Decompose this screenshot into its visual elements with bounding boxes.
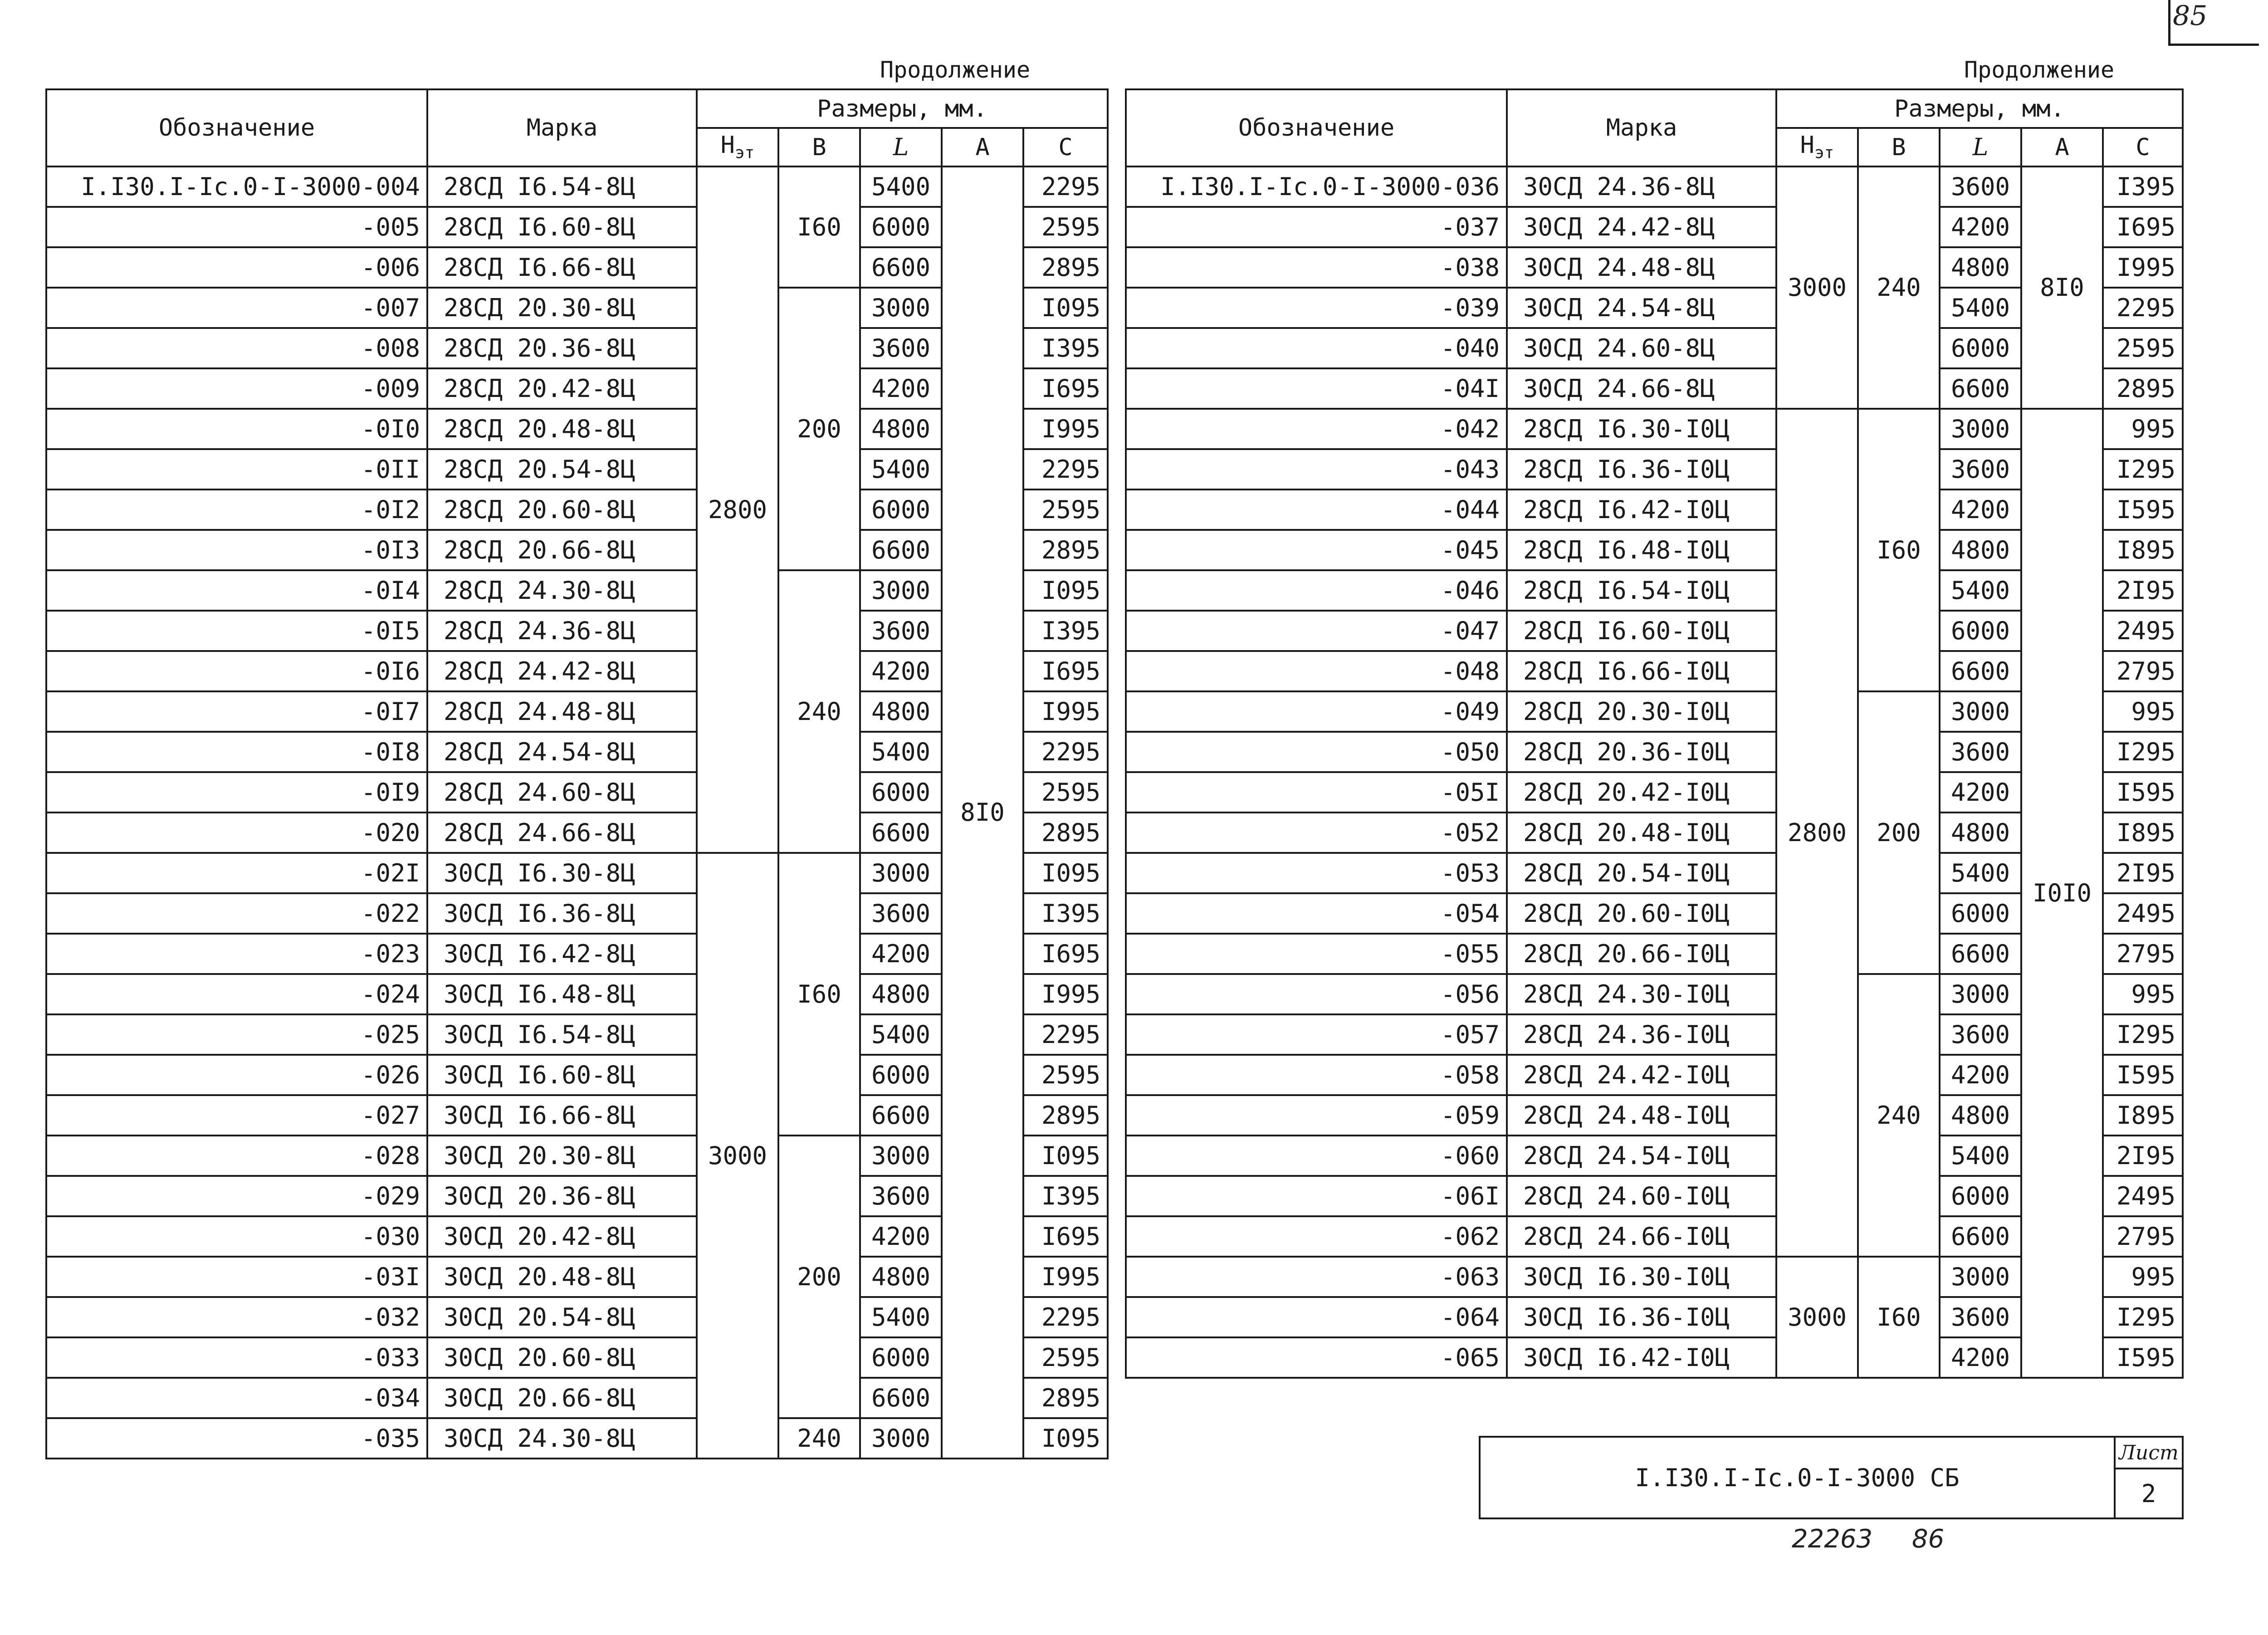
designation-cell: -038 <box>1126 247 1507 288</box>
c-value-cell: 2595 <box>1023 1055 1108 1095</box>
sheet-label: Лист <box>2115 1437 2183 1469</box>
header-sizes: Размеры, мм. <box>1776 89 2183 128</box>
l-value-cell: 6000 <box>1940 611 2021 651</box>
designation-cell: -032 <box>46 1297 427 1337</box>
l-value-cell: 4200 <box>860 651 942 691</box>
c-value-cell: 2295 <box>1023 166 1108 207</box>
l-value-cell: 3600 <box>1940 166 2021 207</box>
designation-cell: -052 <box>1126 813 1507 853</box>
l-value-cell: 3600 <box>860 611 942 651</box>
mark-cell: 28СД 20.36-I0Ц <box>1507 732 1776 772</box>
mark-cell: 28СД 24.42-I0Ц <box>1507 1055 1776 1095</box>
c-value-cell: I695 <box>1023 1216 1108 1257</box>
mark-cell: 30СД 24.60-8Ц <box>1507 328 1776 368</box>
right-continuation-label: Продолжение <box>1964 57 2115 83</box>
mark-cell: 28СД I6.60-I0Ц <box>1507 611 1776 651</box>
l-value-cell: 6600 <box>860 813 942 853</box>
l-value-cell: 6600 <box>860 1378 942 1418</box>
mark-cell: 28СД 20.48-8Ц <box>427 409 697 449</box>
l-value-cell: 6600 <box>1940 1216 2021 1257</box>
c-value-cell: I395 <box>1023 328 1108 368</box>
c-value-cell: I595 <box>2103 490 2183 530</box>
l-value-cell: 3000 <box>1940 409 2021 449</box>
mark-cell: 28СД 20.42-8Ц <box>427 368 697 409</box>
table-row <box>1126 409 2183 449</box>
c-value-cell: I695 <box>1023 368 1108 409</box>
mark-cell: 28СД 20.54-8Ц <box>427 449 697 490</box>
header-b: В <box>778 128 860 166</box>
a-value-cell: I0I0 <box>2021 409 2103 1378</box>
c-value-cell: 2295 <box>1023 449 1108 490</box>
c-value-cell: I295 <box>2103 449 2183 490</box>
mark-cell: 28СД 24.54-I0Ц <box>1507 1136 1776 1176</box>
designation-cell: -053 <box>1126 853 1507 893</box>
mark-cell: 28СД 24.36-8Ц <box>427 611 697 651</box>
c-value-cell: 2895 <box>1023 247 1108 288</box>
mark-cell: 28СД 20.66-8Ц <box>427 530 697 570</box>
designation-cell: -0I6 <box>46 651 427 691</box>
l-value-cell: 5400 <box>1940 853 2021 893</box>
b-value-cell: 240 <box>1858 974 1940 1257</box>
left-spec-table <box>45 88 1109 1459</box>
c-value-cell: 2I95 <box>2103 570 2183 611</box>
c-value-cell: 2895 <box>1023 530 1108 570</box>
designation-cell: -046 <box>1126 570 1507 611</box>
l-value-cell: 6000 <box>860 1055 942 1095</box>
header-h: $Н_{эт}$ <box>1776 128 1858 166</box>
designation-cell: -047 <box>1126 611 1507 651</box>
mark-cell: 30СД I6.66-8Ц <box>427 1095 697 1136</box>
designation-cell: -0I5 <box>46 611 427 651</box>
c-value-cell: 2795 <box>2103 1216 2183 1257</box>
right-spec-table <box>1125 88 2184 1379</box>
b-value-cell: 200 <box>778 1136 860 1418</box>
l-value-cell: 4800 <box>1940 813 2021 853</box>
l-value-cell: 3600 <box>1940 1014 2021 1055</box>
l-value-cell: 6600 <box>860 247 942 288</box>
sheet-number: 2 <box>2115 1469 2183 1518</box>
designation-cell: -027 <box>46 1095 427 1136</box>
l-value-cell: 6000 <box>860 490 942 530</box>
l-value-cell: 4200 <box>1940 207 2021 247</box>
mark-cell: 30СД 20.66-8Ц <box>427 1378 697 1418</box>
c-value-cell: 2795 <box>2103 651 2183 691</box>
title-block <box>1479 1436 2184 1519</box>
mark-cell: 28СД I6.54-I0Ц <box>1507 570 1776 611</box>
l-value-cell: 6600 <box>1940 934 2021 974</box>
mark-cell: 30СД 24.36-8Ц <box>1507 166 1776 207</box>
c-value-cell: I895 <box>2103 530 2183 570</box>
mark-cell: 30СД I6.30-I0Ц <box>1507 1257 1776 1297</box>
l-value-cell: 6600 <box>860 1095 942 1136</box>
l-value-cell: 3000 <box>1940 691 2021 732</box>
c-value-cell: 2495 <box>2103 1176 2183 1216</box>
header-sizes: Размеры, мм. <box>697 89 1108 128</box>
mark-cell: 30СД I6.30-8Ц <box>427 853 697 893</box>
mark-cell: 30СД I6.36-I0Ц <box>1507 1297 1776 1337</box>
header-mark: Марка <box>427 89 697 166</box>
designation-cell: I.I30.I-Ic.0-I-3000-004 <box>46 166 427 207</box>
c-value-cell: I695 <box>1023 651 1108 691</box>
mark-cell: 28СД 24.48-I0Ц <box>1507 1095 1776 1136</box>
designation-cell: -058 <box>1126 1055 1507 1095</box>
mark-cell: 28СД I6.36-I0Ц <box>1507 449 1776 490</box>
mark-cell: 28СД 20.30-I0Ц <box>1507 691 1776 732</box>
designation-cell: -026 <box>46 1055 427 1095</box>
l-value-cell: 6600 <box>1940 651 2021 691</box>
b-value-cell: 240 <box>1858 166 1940 409</box>
l-value-cell: 5400 <box>860 166 942 207</box>
designation-cell: -043 <box>1126 449 1507 490</box>
b-value-cell: 240 <box>778 1418 860 1459</box>
designation-cell: -0I0 <box>46 409 427 449</box>
l-value-cell: 4200 <box>1940 1055 2021 1095</box>
designation-cell: -044 <box>1126 490 1507 530</box>
designation-cell: -05I <box>1126 772 1507 813</box>
l-value-cell: 4800 <box>1940 247 2021 288</box>
designation-cell: -06I <box>1126 1176 1507 1216</box>
c-value-cell: I095 <box>1023 288 1108 328</box>
mark-cell: 30СД 24.30-8Ц <box>427 1418 697 1459</box>
h-value-cell: 3000 <box>1776 1257 1858 1378</box>
c-value-cell: I295 <box>2103 732 2183 772</box>
h-value-cell: 2800 <box>1776 409 1858 1257</box>
mark-cell: 28СД 20.54-I0Ц <box>1507 853 1776 893</box>
l-value-cell: 3600 <box>1940 1297 2021 1337</box>
table-row <box>1126 166 2183 207</box>
l-value-cell: 4200 <box>1940 1337 2021 1378</box>
c-value-cell: 995 <box>2103 1257 2183 1297</box>
designation-cell: -008 <box>46 328 427 368</box>
l-value-cell: 6600 <box>1940 368 2021 409</box>
header-a: А <box>2021 128 2103 166</box>
a-value-cell: 8I0 <box>2021 166 2103 409</box>
l-value-cell: 6000 <box>1940 328 2021 368</box>
c-value-cell: 2I95 <box>2103 853 2183 893</box>
header-l: L <box>860 128 942 166</box>
c-value-cell: I295 <box>2103 1297 2183 1337</box>
c-value-cell: I595 <box>2103 772 2183 813</box>
left-continuation-label: Продолжение <box>880 57 1031 83</box>
c-value-cell: I095 <box>1023 853 1108 893</box>
c-value-cell: 995 <box>2103 409 2183 449</box>
designation-cell: -0I8 <box>46 732 427 772</box>
h-value-cell: 2800 <box>697 166 778 853</box>
b-value-cell: I60 <box>1858 1257 1940 1378</box>
l-value-cell: 5400 <box>860 1297 942 1337</box>
designation-cell: -064 <box>1126 1297 1507 1337</box>
c-value-cell: I895 <box>2103 813 2183 853</box>
designation-cell: -065 <box>1126 1337 1507 1378</box>
designation-cell: -0I3 <box>46 530 427 570</box>
mark-cell: 28СД 24.48-8Ц <box>427 691 697 732</box>
l-value-cell: 3000 <box>860 1418 942 1459</box>
designation-cell: -007 <box>46 288 427 328</box>
designation-cell: -0I7 <box>46 691 427 732</box>
c-value-cell: 2295 <box>1023 1297 1108 1337</box>
designation-cell: -022 <box>46 893 427 934</box>
designation-cell: -059 <box>1126 1095 1507 1136</box>
c-value-cell: I095 <box>1023 1136 1108 1176</box>
h-value-cell: 3000 <box>697 853 778 1459</box>
l-value-cell: 6000 <box>860 1337 942 1378</box>
mark-cell: 28СД 20.66-I0Ц <box>1507 934 1776 974</box>
designation-cell: -009 <box>46 368 427 409</box>
designation-cell: -029 <box>46 1176 427 1216</box>
designation-cell: -056 <box>1126 974 1507 1014</box>
mark-cell: 28СД I6.66-8Ц <box>427 247 697 288</box>
c-value-cell: 2595 <box>2103 328 2183 368</box>
mark-cell: 28СД 24.42-8Ц <box>427 651 697 691</box>
c-value-cell: I395 <box>2103 166 2183 207</box>
c-value-cell: 995 <box>2103 974 2183 1014</box>
c-value-cell: 2595 <box>1023 207 1108 247</box>
l-value-cell: 4200 <box>1940 772 2021 813</box>
designation-cell: -054 <box>1126 893 1507 934</box>
l-value-cell: 3000 <box>860 288 942 328</box>
designation-cell: -020 <box>46 813 427 853</box>
corner-mark-horizontal <box>2168 44 2259 46</box>
mark-cell: 28СД I6.30-I0Ц <box>1507 409 1776 449</box>
c-value-cell: 2795 <box>2103 934 2183 974</box>
l-value-cell: 3000 <box>860 1136 942 1176</box>
mark-cell: 30СД 24.54-8Ц <box>1507 288 1776 328</box>
designation-cell: -060 <box>1126 1136 1507 1176</box>
a-value-cell: 8I0 <box>942 166 1023 1459</box>
c-value-cell: I995 <box>1023 409 1108 449</box>
inventory-number: 22263 <box>1792 1524 1873 1554</box>
mark-cell: 28СД I6.54-8Ц <box>427 166 697 207</box>
l-value-cell: 4200 <box>860 934 942 974</box>
designation-cell: -03I <box>46 1257 427 1297</box>
l-value-cell: 5400 <box>860 732 942 772</box>
l-value-cell: 4800 <box>1940 530 2021 570</box>
l-value-cell: 5400 <box>1940 570 2021 611</box>
header-c: С <box>2103 128 2183 166</box>
table-row <box>46 166 1108 207</box>
corner-mark-vertical <box>2168 0 2170 45</box>
designation-cell: -049 <box>1126 691 1507 732</box>
b-value-cell: 200 <box>778 288 860 570</box>
mark-cell: 30СД 20.54-8Ц <box>427 1297 697 1337</box>
header-c: С <box>1023 128 1108 166</box>
c-value-cell: 2595 <box>1023 772 1108 813</box>
b-value-cell: I60 <box>778 166 860 288</box>
designation-cell: -0II <box>46 449 427 490</box>
c-value-cell: 2595 <box>1023 490 1108 530</box>
l-value-cell: 4800 <box>860 409 942 449</box>
top-page-number: 85 <box>2173 0 2208 32</box>
mark-cell: 28СД 20.60-I0Ц <box>1507 893 1776 934</box>
l-value-cell: 3000 <box>1940 974 2021 1014</box>
designation-cell: -0I9 <box>46 772 427 813</box>
designation-cell: -039 <box>1126 288 1507 328</box>
header-b: В <box>1858 128 1940 166</box>
designation-cell: -0I2 <box>46 490 427 530</box>
mark-cell: 28СД 24.66-I0Ц <box>1507 1216 1776 1257</box>
designation-cell: -045 <box>1126 530 1507 570</box>
designation-cell: -02I <box>46 853 427 893</box>
c-value-cell: I395 <box>1023 611 1108 651</box>
c-value-cell: I595 <box>2103 1055 2183 1095</box>
mark-cell: 30СД 24.48-8Ц <box>1507 247 1776 288</box>
l-value-cell: 6000 <box>1940 893 2021 934</box>
designation-cell: -040 <box>1126 328 1507 368</box>
designation-cell: -057 <box>1126 1014 1507 1055</box>
l-value-cell: 4200 <box>860 368 942 409</box>
mark-cell: 30СД 24.66-8Ц <box>1507 368 1776 409</box>
l-value-cell: 3000 <box>860 853 942 893</box>
l-value-cell: 3600 <box>860 328 942 368</box>
c-value-cell: I595 <box>2103 1337 2183 1378</box>
header-a: А <box>942 128 1023 166</box>
mark-cell: 28СД 20.36-8Ц <box>427 328 697 368</box>
c-value-cell: 2495 <box>2103 611 2183 651</box>
designation-cell: -0I4 <box>46 570 427 611</box>
designation-cell: -024 <box>46 974 427 1014</box>
mark-cell: 30СД I6.42-I0Ц <box>1507 1337 1776 1378</box>
designation-cell: -005 <box>46 207 427 247</box>
mark-cell: 28СД I6.48-I0Ц <box>1507 530 1776 570</box>
mark-cell: 28СД I6.66-I0Ц <box>1507 651 1776 691</box>
mark-cell: 30СД I6.36-8Ц <box>427 893 697 934</box>
c-value-cell: 2595 <box>1023 1337 1108 1378</box>
c-value-cell: I295 <box>2103 1014 2183 1055</box>
c-value-cell: 2I95 <box>2103 1136 2183 1176</box>
mark-cell: 30СД I6.48-8Ц <box>427 974 697 1014</box>
mark-cell: 28СД 24.54-8Ц <box>427 732 697 772</box>
c-value-cell: 2495 <box>2103 893 2183 934</box>
l-value-cell: 4800 <box>860 974 942 1014</box>
l-value-cell: 5400 <box>1940 288 2021 328</box>
mark-cell: 28СД 20.30-8Ц <box>427 288 697 328</box>
mark-cell: 30СД 20.42-8Ц <box>427 1216 697 1257</box>
c-value-cell: I695 <box>2103 207 2183 247</box>
mark-cell: 28СД 20.42-I0Ц <box>1507 772 1776 813</box>
designation-cell: -063 <box>1126 1257 1507 1297</box>
c-value-cell: 2895 <box>1023 1378 1108 1418</box>
l-value-cell: 4200 <box>860 1216 942 1257</box>
l-value-cell: 6000 <box>1940 1176 2021 1216</box>
designation-cell: -033 <box>46 1337 427 1378</box>
b-value-cell: I60 <box>1858 409 1940 691</box>
document-code: I.I30.I-Ic.0-I-3000 СБ <box>1480 1437 2115 1518</box>
designation-cell: -037 <box>1126 207 1507 247</box>
l-value-cell: 6000 <box>860 207 942 247</box>
designation-cell: -050 <box>1126 732 1507 772</box>
designation-cell: -006 <box>46 247 427 288</box>
mark-cell: 30СД I6.42-8Ц <box>427 934 697 974</box>
header-designation: Обозначение <box>46 89 427 166</box>
designation-cell: -062 <box>1126 1216 1507 1257</box>
c-value-cell: I395 <box>1023 1176 1108 1216</box>
c-value-cell: I895 <box>2103 1095 2183 1136</box>
l-value-cell: 6000 <box>860 772 942 813</box>
l-value-cell: 3600 <box>1940 732 2021 772</box>
mark-cell: 30СД 20.36-8Ц <box>427 1176 697 1216</box>
c-value-cell: 2295 <box>1023 732 1108 772</box>
mark-cell: 30СД 20.30-8Ц <box>427 1136 697 1176</box>
mark-cell: 28СД 24.66-8Ц <box>427 813 697 853</box>
designation-cell: -04I <box>1126 368 1507 409</box>
l-value-cell: 3600 <box>1940 449 2021 490</box>
c-value-cell: I395 <box>1023 893 1108 934</box>
c-value-cell: I995 <box>1023 1257 1108 1297</box>
l-value-cell: 4800 <box>860 691 942 732</box>
designation-cell: -023 <box>46 934 427 974</box>
l-value-cell: 3600 <box>860 1176 942 1216</box>
designation-cell: -028 <box>46 1136 427 1176</box>
b-value-cell: I60 <box>778 853 860 1136</box>
mark-cell: 30СД I6.54-8Ц <box>427 1014 697 1055</box>
c-value-cell: I095 <box>1023 570 1108 611</box>
mark-cell: 30СД 24.42-8Ц <box>1507 207 1776 247</box>
c-value-cell: I695 <box>1023 934 1108 974</box>
c-value-cell: 2895 <box>1023 1095 1108 1136</box>
l-value-cell: 3600 <box>860 893 942 934</box>
l-value-cell: 4800 <box>1940 1095 2021 1136</box>
designation-cell: -034 <box>46 1378 427 1418</box>
l-value-cell: 5400 <box>860 449 942 490</box>
c-value-cell: I095 <box>1023 1418 1108 1459</box>
designation-cell: -035 <box>46 1418 427 1459</box>
h-value-cell: 3000 <box>1776 166 1858 409</box>
designation-cell: -055 <box>1126 934 1507 974</box>
mark-cell: 28СД I6.60-8Ц <box>427 207 697 247</box>
l-value-cell: 4200 <box>1940 490 2021 530</box>
mark-cell: 28СД 20.48-I0Ц <box>1507 813 1776 853</box>
mark-cell: 28СД 24.60-8Ц <box>427 772 697 813</box>
l-value-cell: 6600 <box>860 530 942 570</box>
mark-cell: 28СД 20.60-8Ц <box>427 490 697 530</box>
c-value-cell: 2295 <box>2103 288 2183 328</box>
c-value-cell: I995 <box>1023 691 1108 732</box>
l-value-cell: 5400 <box>1940 1136 2021 1176</box>
mark-cell: 28СД 24.36-I0Ц <box>1507 1014 1776 1055</box>
l-value-cell: 3000 <box>860 570 942 611</box>
l-value-cell: 5400 <box>860 1014 942 1055</box>
b-value-cell: 240 <box>778 570 860 853</box>
designation-cell: -048 <box>1126 651 1507 691</box>
c-value-cell: 995 <box>2103 691 2183 732</box>
designation-cell: -042 <box>1126 409 1507 449</box>
mark-cell: 30СД 20.48-8Ц <box>427 1257 697 1297</box>
b-value-cell: 200 <box>1858 691 1940 974</box>
mark-cell: 28СД 24.30-8Ц <box>427 570 697 611</box>
header-mark: Марка <box>1507 89 1776 166</box>
mark-cell: 30СД I6.60-8Ц <box>427 1055 697 1095</box>
mark-cell: 28СД 24.60-I0Ц <box>1507 1176 1776 1216</box>
mark-cell: 30СД 20.60-8Ц <box>427 1337 697 1378</box>
designation-cell: I.I30.I-Ic.0-I-3000-036 <box>1126 166 1507 207</box>
footer-page-number: 86 <box>1912 1524 1945 1554</box>
l-value-cell: 4800 <box>860 1257 942 1297</box>
c-value-cell: 2895 <box>2103 368 2183 409</box>
mark-cell: 28СД 24.30-I0Ц <box>1507 974 1776 1014</box>
header-h: $Н_{эт}$ <box>697 128 778 166</box>
c-value-cell: I995 <box>1023 974 1108 1014</box>
c-value-cell: 2895 <box>1023 813 1108 853</box>
header-l: L <box>1940 128 2021 166</box>
header-designation: Обозначение <box>1126 89 1507 166</box>
designation-cell: -025 <box>46 1014 427 1055</box>
designation-cell: -030 <box>46 1216 427 1257</box>
l-value-cell: 3000 <box>1940 1257 2021 1297</box>
c-value-cell: I995 <box>2103 247 2183 288</box>
c-value-cell: 2295 <box>1023 1014 1108 1055</box>
mark-cell: 28СД I6.42-I0Ц <box>1507 490 1776 530</box>
